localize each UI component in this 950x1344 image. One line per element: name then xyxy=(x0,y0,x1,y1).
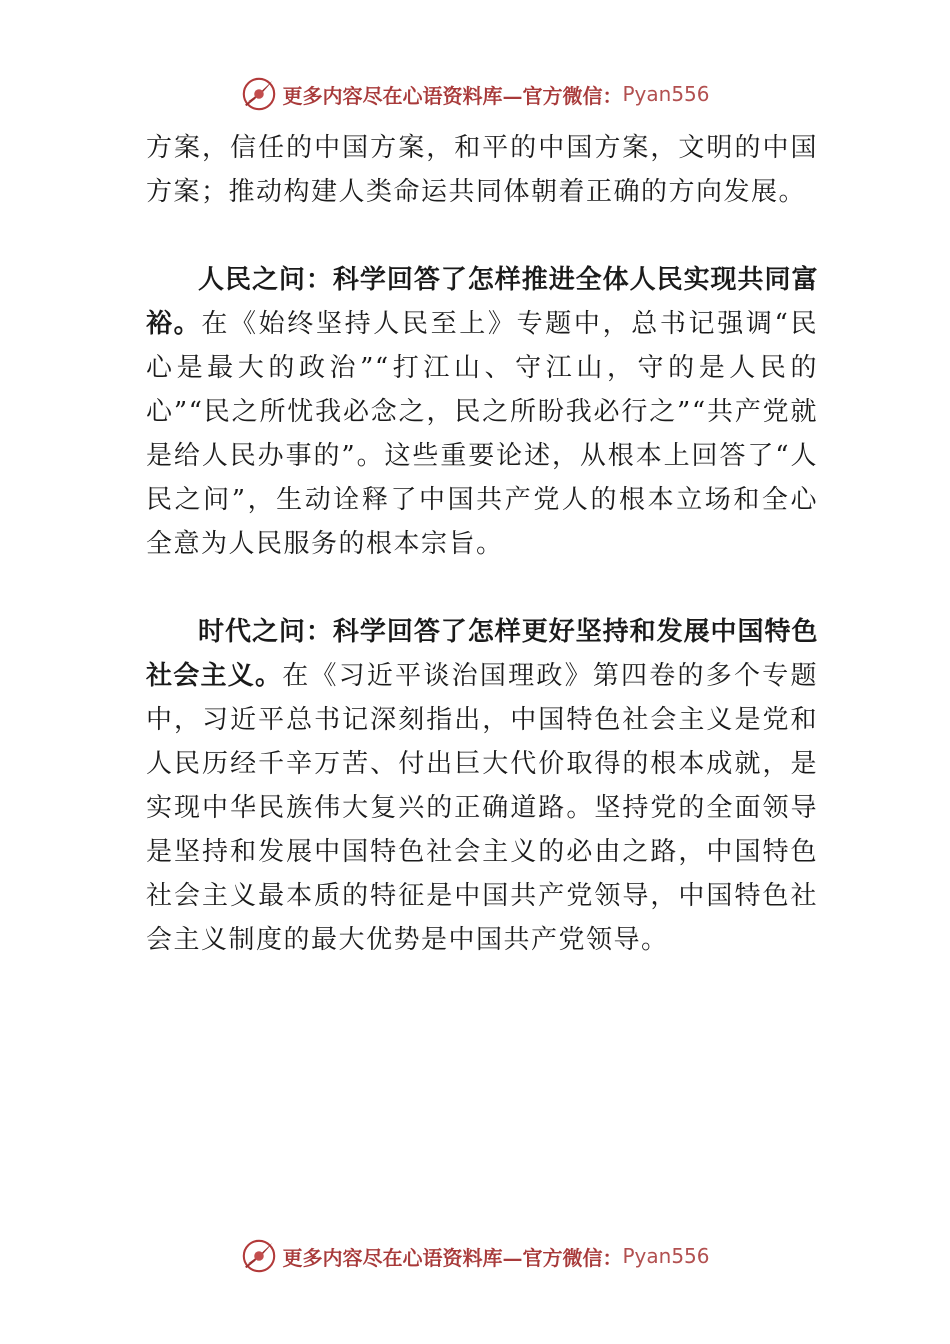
section-text: 在《习近平谈治国理政》第四卷的多个专题中，习近平总书记深刻指出，中国特色社会主义是党和人民历经千辛万苦、付出巨大代价取得的根本成就，是实现中华民族伟大复兴的正确道路。坚持党的全面领导是坚持和发展中国特色社会主义的必由之路，中国特色社会主义最本质的特征是中国共产党领导，中国特色社会主义制度的最大优势是中国共产党领导。 xyxy=(146,661,818,955)
document-body xyxy=(146,126,818,1006)
footer-banner xyxy=(0,1236,950,1276)
section-people-question xyxy=(146,258,818,566)
footer-wechat-id: Pyan556 xyxy=(622,1244,710,1268)
section-heading: 人民之问：科学回答了怎样推进全体人民实现共同富裕。 xyxy=(146,265,818,339)
header-banner-text: 更多内容尽在心语资料库—官方微信： xyxy=(282,83,623,108)
continued-paragraph: 方案，信任的中国方案，和平的中国方案，文明的中国方案；推动构建人类命运共同体朝着正确的方向发展。 xyxy=(146,133,818,207)
quill-logo-icon xyxy=(240,1237,278,1275)
quill-logo-icon xyxy=(240,75,278,113)
footer-banner-text: 更多内容尽在心语资料库—官方微信： xyxy=(282,1245,623,1270)
section-heading: 时代之问：科学回答了怎样更好坚持和发展中国特色社会主义。 xyxy=(146,617,818,691)
section-text: 在《始终坚持人民至上》专题中，总书记强调“民心是最大的政治”“打江山、守江山，守的是人民的心”“民之所忧我必念之，民之所盼我必行之”“共产党就是给人民办事的”。这些重要论述，从根本上回答了“人民之问”，生动诠释了中国共产党人的根本立场和全心全意为人民服务的根本宗旨。 xyxy=(146,309,818,559)
section-era-question xyxy=(146,610,818,962)
header-wechat-id: Pyan556 xyxy=(622,82,710,106)
header-banner xyxy=(0,74,950,114)
